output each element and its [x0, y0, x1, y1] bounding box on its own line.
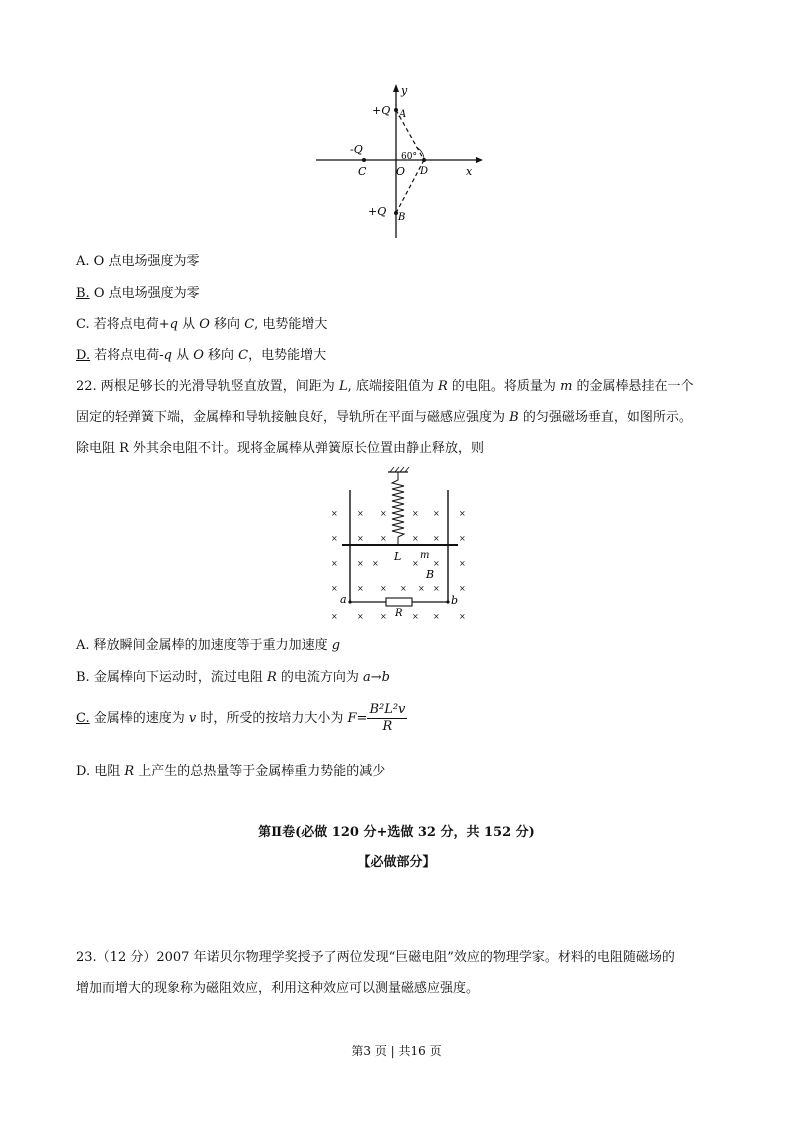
- q22-a-g: g: [331, 638, 341, 653]
- q21-c-q: q: [169, 317, 178, 332]
- svg-text:×: ×: [418, 584, 425, 593]
- point-o-label: O: [396, 165, 406, 178]
- charge-top-label: +Q: [372, 104, 391, 117]
- svg-text:×: ×: [459, 559, 466, 568]
- q22-l1-c: 的电阻。将质量为: [447, 379, 561, 394]
- q23-line2: 增加而增大的现象称为磁阻效应，利用这种效应可以测量磁感应强度。: [76, 981, 480, 996]
- q22-l1-b: , 底端接阻值为: [347, 379, 438, 394]
- q22-b-mid: 的电流方向为: [276, 670, 364, 685]
- q22-l2-B: B: [509, 410, 519, 425]
- q21-d-pre: 若将点电荷-: [90, 348, 164, 363]
- point-a-label: A: [399, 109, 407, 120]
- q22-b-R: R: [266, 670, 277, 685]
- q21-d-c: C: [238, 348, 249, 363]
- page-footer: 第3 页 | 共16 页: [351, 1044, 442, 1058]
- q22-option-c: [76, 702, 407, 735]
- angle-label: 60°: [401, 152, 417, 162]
- svg-text:×: ×: [412, 559, 419, 568]
- q22-l1-L: L: [338, 379, 348, 394]
- svg-text:×: ×: [433, 559, 440, 568]
- svg-text:×: ×: [357, 534, 364, 543]
- svg-text:×: ×: [357, 584, 364, 593]
- q22-stem-line3: 除电阻 R 外其余电阻不计。现将金属棒从弹簧原长位置由静止释放，则: [76, 441, 485, 456]
- section-title: 第Ⅱ卷(必做 120 分+选做 32 分，共 152 分): [258, 825, 535, 840]
- svg-text:×: ×: [459, 534, 466, 543]
- svg-text:×: ×: [331, 559, 338, 568]
- q21-option-b: [76, 282, 200, 301]
- svg-text:×: ×: [380, 509, 387, 518]
- charge-bottom-label: +Q: [368, 205, 387, 218]
- node-b-label: b: [451, 594, 459, 607]
- charge-left-label: -Q: [350, 143, 363, 156]
- q21-option-a: A. O 点电场强度为零: [76, 254, 200, 269]
- q22-l1-d: 的金属棒悬挂在一个: [572, 379, 694, 394]
- point-d-label: D: [420, 166, 429, 177]
- svg-text:×: ×: [459, 584, 466, 593]
- svg-text:×: ×: [412, 612, 419, 621]
- q21-d-q: q: [163, 348, 172, 363]
- rod-mass-label: m: [420, 550, 430, 561]
- q22-d-pre: D. 电阻: [76, 764, 125, 779]
- svg-text:×: ×: [331, 509, 338, 518]
- q22-d-R: R: [124, 764, 135, 779]
- svg-text:×: ×: [433, 509, 440, 518]
- svg-text:×: ×: [433, 612, 440, 621]
- svg-text:×: ×: [400, 584, 407, 593]
- q21-c-mid1: 从: [177, 317, 200, 332]
- resistor-label: R: [395, 608, 403, 619]
- svg-text:×: ×: [372, 559, 379, 568]
- y-axis-label: y: [401, 84, 408, 97]
- q21-c-c: C: [244, 317, 255, 332]
- q22-stem-line1: [76, 375, 694, 394]
- svg-text:×: ×: [459, 612, 466, 621]
- q21-option-d: [76, 344, 326, 363]
- q21-d-mid2: 移向: [203, 348, 239, 363]
- q22-a-pre: A. 释放瞬间金属棒的加速度等于重力加速度: [76, 638, 332, 653]
- rod-length-label: L: [394, 550, 402, 563]
- svg-text:×: ×: [331, 584, 338, 593]
- q21-option-b-letter: B.: [76, 286, 90, 301]
- svg-text:×: ×: [433, 584, 440, 593]
- q22-c-pre: 金属棒的速度为: [89, 711, 189, 726]
- svg-text:×: ×: [331, 612, 338, 621]
- q21-option-b-text: O 点电场强度为零: [89, 286, 200, 301]
- svg-text:×: ×: [380, 612, 387, 621]
- q22-d-post: 上产生的总热量等于金属棒重力势能的减少: [134, 764, 386, 779]
- svg-text:×: ×: [433, 534, 440, 543]
- point-b-label: B: [398, 212, 406, 223]
- q21-c-o: O: [199, 317, 210, 332]
- charge-axes-figure: [300, 80, 500, 240]
- q21-d-o: O: [193, 348, 204, 363]
- q22-c-mid: 时，所受的按培力大小为: [196, 711, 348, 726]
- rail-spring-figure: [320, 462, 480, 622]
- ampere-force-fraction: [367, 702, 407, 735]
- svg-text:×: ×: [412, 534, 419, 543]
- q21-option-c: [76, 313, 327, 332]
- svg-text:×: ×: [412, 509, 419, 518]
- svg-text:×: ×: [380, 534, 387, 543]
- q22-b-dir: a→b: [363, 670, 390, 685]
- q22-l2-b: 的匀强磁场垂直，如图所示。: [518, 410, 692, 425]
- q22-l1-m: m: [560, 379, 573, 394]
- q23-line1: 23.（12 分）2007 年诺贝尔物理学奖授予了两位发现“巨磁电阻”效应的物理学家。材料的电阻随磁场的: [76, 950, 675, 965]
- q22-option-c-letter: C.: [76, 711, 90, 726]
- q21-d-post: ，电势能增大: [248, 348, 327, 363]
- q22-option-a: [76, 634, 340, 653]
- svg-text:×: ×: [459, 509, 466, 518]
- q21-c-post: , 电势能增大: [254, 317, 328, 332]
- q21-option-d-letter: D.: [76, 348, 91, 363]
- q22-c-F: F=: [347, 711, 368, 726]
- svg-text:×: ×: [331, 534, 338, 543]
- point-c-label: C: [358, 165, 367, 178]
- q22-option-d: [76, 760, 385, 779]
- q21-c-mid2: 移向: [209, 317, 245, 332]
- q22-l1-R: R: [438, 379, 448, 394]
- svg-text:×: ×: [380, 584, 387, 593]
- fraction-denominator: R: [382, 719, 393, 734]
- q21-c-pre: C. 若将点电荷+: [76, 317, 170, 332]
- x-axis-label: x: [466, 165, 473, 178]
- q22-l2-a: 固定的轻弹簧下端，金属棒和导轨接触良好，导轨所在平面与磁感应强度为: [76, 410, 510, 425]
- svg-text:×: ×: [357, 509, 364, 518]
- q22-option-b: [76, 666, 390, 685]
- q22-stem-line2: [76, 406, 692, 425]
- node-a-label: a: [340, 593, 347, 606]
- svg-text:×: ×: [357, 612, 364, 621]
- svg-text:×: ×: [357, 559, 364, 568]
- section-subtitle: 【必做部分】: [357, 855, 436, 870]
- q22-l1-a: 22. 两根足够长的光滑导轨竖直放置，间距为: [76, 379, 339, 394]
- field-b-label: B: [426, 568, 435, 581]
- q22-b-pre: B. 金属棒向下运动时，流过电阻: [76, 670, 267, 685]
- fraction-numerator: B²L²v: [369, 702, 406, 717]
- q21-d-mid1: 从: [171, 348, 194, 363]
- q22-c-v: v: [188, 711, 197, 726]
